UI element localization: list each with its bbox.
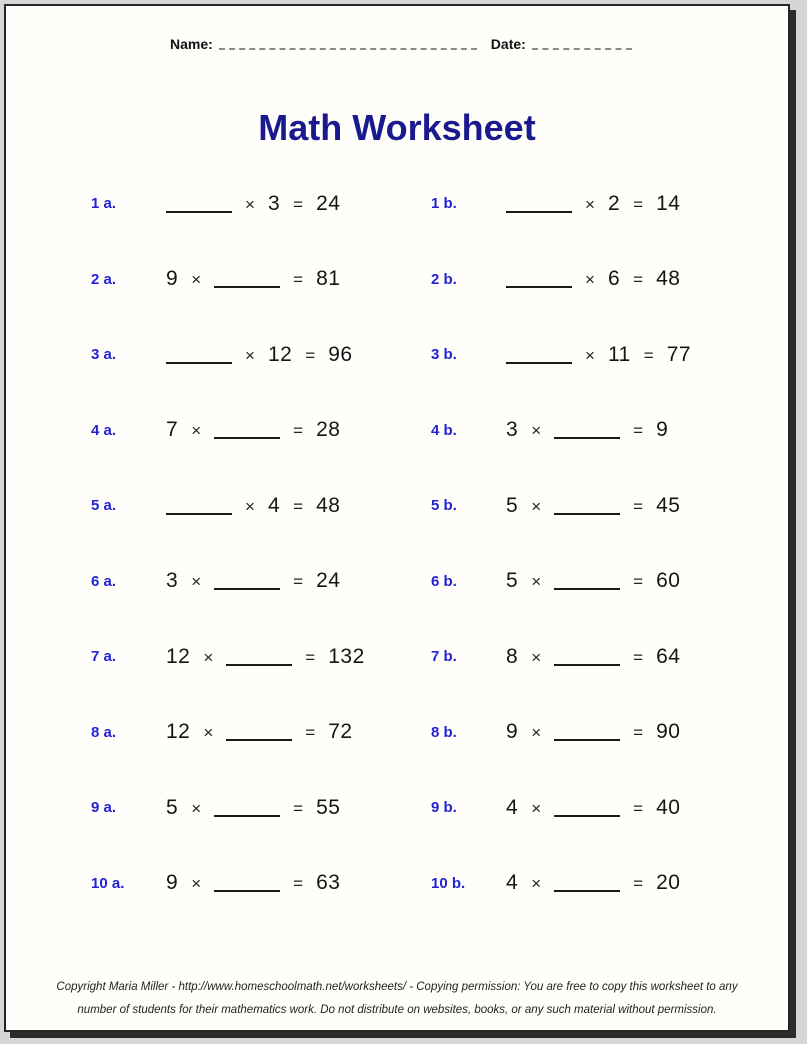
- equation: [166, 192, 340, 216]
- equation: [166, 343, 353, 367]
- equals-sign: =: [633, 572, 644, 592]
- times-sign: ×: [531, 874, 542, 894]
- problem-label: 4 b.: [431, 421, 457, 439]
- equals-sign: =: [633, 421, 644, 441]
- problem-1b: [431, 166, 788, 242]
- equals-sign: =: [633, 194, 644, 214]
- problem-3a: [91, 317, 431, 393]
- times-sign: ×: [191, 874, 202, 894]
- problem-label: 5 b.: [431, 497, 457, 515]
- answer-blank: [214, 815, 280, 817]
- product-value: 55: [316, 795, 341, 819]
- copyright-line-2: number of students for their mathematics work. Do not distribute on websites, books, or any such material without permission.: [77, 1004, 717, 1016]
- problem-4a: [91, 393, 431, 469]
- problem-label: 9 a.: [91, 799, 117, 817]
- equals-sign: =: [633, 798, 644, 818]
- answer-blank: [166, 211, 232, 213]
- problem-10a: [91, 846, 431, 922]
- factor-value: 12: [267, 342, 293, 366]
- answer-blank: [166, 513, 232, 515]
- problem-label: 2 b.: [431, 270, 457, 288]
- equals-sign: =: [633, 874, 644, 894]
- equals-sign: =: [633, 496, 644, 516]
- factor-value: 9: [166, 267, 179, 291]
- equation: [166, 267, 340, 291]
- times-sign: ×: [531, 723, 542, 743]
- answer-blank: [554, 664, 620, 666]
- equation: [506, 645, 680, 669]
- factor-value: 5: [506, 493, 519, 517]
- equation: [166, 796, 340, 820]
- times-sign: ×: [531, 798, 542, 818]
- equals-sign: =: [305, 345, 316, 365]
- problem-5a: [91, 468, 431, 544]
- times-sign: ×: [245, 194, 255, 214]
- product-value: 48: [656, 267, 681, 291]
- product-value: 63: [316, 871, 341, 895]
- problem-label: 1 a.: [91, 195, 117, 213]
- equation: [506, 569, 680, 593]
- equals-sign: =: [293, 194, 304, 214]
- factor-value: 9: [166, 871, 179, 895]
- problem-2b: [431, 242, 788, 318]
- problem-2a: [91, 242, 431, 318]
- equation: [506, 796, 680, 820]
- product-value: 72: [328, 720, 353, 744]
- answer-blank: [554, 739, 620, 741]
- answer-blank: [166, 362, 232, 364]
- product-value: 40: [656, 795, 681, 819]
- equation: [506, 871, 680, 895]
- times-sign: ×: [191, 798, 202, 818]
- problem-5b: [431, 468, 788, 544]
- equals-sign: =: [643, 345, 654, 365]
- times-sign: ×: [191, 270, 202, 290]
- product-value: 64: [656, 644, 681, 668]
- equation: [506, 343, 691, 367]
- factor-value: 4: [506, 795, 519, 819]
- problem-4b: [431, 393, 788, 469]
- problem-8b: [431, 695, 788, 771]
- name-label: Name:: [170, 36, 213, 52]
- answer-blank: [214, 890, 280, 892]
- equation: [166, 720, 353, 744]
- factor-value: 3: [166, 569, 179, 593]
- problem-label: 3 a.: [91, 346, 117, 364]
- problem-7a: [91, 619, 431, 695]
- equals-sign: =: [293, 496, 304, 516]
- factor-value: 11: [607, 342, 631, 366]
- problem-label: 8 b.: [431, 723, 457, 741]
- problem-label: 6 a.: [91, 572, 117, 590]
- times-sign: ×: [203, 723, 214, 743]
- problem-label: 8 a.: [91, 723, 117, 741]
- product-value: 48: [316, 493, 341, 517]
- product-value: 24: [316, 569, 341, 593]
- factor-value: 7: [166, 418, 179, 442]
- factor-value: 3: [506, 418, 519, 442]
- equation: [166, 569, 340, 593]
- answer-blank: [226, 739, 292, 741]
- times-sign: ×: [585, 194, 595, 214]
- problems-grid: [91, 166, 788, 921]
- problem-6a: [91, 544, 431, 620]
- equals-sign: =: [293, 270, 304, 290]
- factor-value: 12: [166, 644, 191, 668]
- problem-10b: [431, 846, 788, 922]
- date-label: Date:: [490, 36, 526, 52]
- equals-sign: =: [633, 270, 644, 290]
- product-value: 90: [656, 720, 681, 744]
- worksheet-page: [4, 4, 790, 1032]
- times-sign: ×: [245, 345, 255, 365]
- answer-blank: [554, 815, 620, 817]
- answer-blank: [554, 437, 620, 439]
- problem-label: 6 b.: [431, 572, 457, 590]
- factor-value: 5: [166, 795, 179, 819]
- name-blank-line: [219, 48, 477, 50]
- factor-value: 9: [506, 720, 519, 744]
- times-sign: ×: [531, 421, 542, 441]
- product-value: 132: [328, 644, 365, 668]
- answer-blank: [554, 890, 620, 892]
- problem-7b: [431, 619, 788, 695]
- equals-sign: =: [633, 723, 644, 743]
- equals-sign: =: [305, 723, 316, 743]
- product-value: 96: [328, 342, 353, 366]
- times-sign: ×: [191, 572, 202, 592]
- product-value: 77: [666, 342, 692, 366]
- problem-1a: [91, 166, 431, 242]
- answer-blank: [214, 286, 280, 288]
- times-sign: ×: [531, 496, 542, 516]
- answer-blank: [506, 211, 572, 213]
- times-sign: ×: [531, 572, 542, 592]
- equation: [506, 494, 680, 518]
- problem-label: 1 b.: [431, 195, 457, 213]
- factor-value: 6: [607, 267, 621, 291]
- factor-value: 4: [506, 871, 519, 895]
- date-blank-line: [532, 48, 632, 50]
- product-value: 81: [316, 267, 341, 291]
- answer-blank: [214, 437, 280, 439]
- times-sign: ×: [585, 270, 595, 290]
- problem-label: 5 a.: [91, 497, 117, 515]
- problem-9b: [431, 770, 788, 846]
- equation: [506, 267, 680, 291]
- answer-blank: [554, 513, 620, 515]
- problem-3b: [431, 317, 788, 393]
- problem-label: 3 b.: [431, 346, 457, 364]
- times-sign: ×: [191, 421, 202, 441]
- answer-blank: [214, 588, 280, 590]
- product-value: 20: [656, 871, 681, 895]
- copyright-line-1: Copyright Maria Miller - http://www.homeschoolmath.net/worksheets/ - Copying permission: You are free to copy this worksheet to any: [56, 981, 738, 993]
- page-title: Math Worksheet: [258, 107, 536, 148]
- problem-label: 9 b.: [431, 799, 457, 817]
- equation: [166, 645, 365, 669]
- problem-8a: [91, 695, 431, 771]
- factor-value: 2: [607, 191, 621, 215]
- equation: [166, 871, 340, 895]
- product-value: 24: [316, 191, 341, 215]
- problem-label: 2 a.: [91, 270, 117, 288]
- times-sign: ×: [585, 345, 595, 365]
- product-value: 9: [656, 418, 669, 442]
- problem-label: 7 a.: [91, 648, 117, 666]
- problem-label: 4 a.: [91, 421, 117, 439]
- factor-value: 4: [267, 493, 281, 517]
- name-date-header: [170, 36, 768, 52]
- equation: [506, 192, 680, 216]
- times-sign: ×: [245, 496, 255, 516]
- product-value: 28: [316, 418, 341, 442]
- problem-6b: [431, 544, 788, 620]
- factor-value: 3: [267, 191, 281, 215]
- equals-sign: =: [293, 798, 304, 818]
- product-value: 45: [656, 493, 681, 517]
- times-sign: ×: [203, 647, 214, 667]
- answer-blank: [506, 362, 572, 364]
- times-sign: ×: [531, 647, 542, 667]
- product-value: 14: [656, 191, 681, 215]
- copyright-footer: [6, 976, 788, 1022]
- problem-9a: [91, 770, 431, 846]
- equals-sign: =: [633, 647, 644, 667]
- product-value: 60: [656, 569, 681, 593]
- equals-sign: =: [293, 572, 304, 592]
- factor-value: 5: [506, 569, 519, 593]
- factor-value: 12: [166, 720, 191, 744]
- equals-sign: =: [293, 874, 304, 894]
- answer-blank: [554, 588, 620, 590]
- answer-blank: [226, 664, 292, 666]
- problem-label: 7 b.: [431, 648, 457, 666]
- equation: [166, 494, 340, 518]
- problem-label: 10 a.: [91, 874, 125, 892]
- answer-blank: [506, 286, 572, 288]
- problem-label: 10 b.: [431, 874, 466, 892]
- equals-sign: =: [305, 647, 316, 667]
- factor-value: 8: [506, 644, 519, 668]
- equals-sign: =: [293, 421, 304, 441]
- equation: [506, 720, 680, 744]
- equation: [166, 418, 340, 442]
- equation: [506, 418, 668, 442]
